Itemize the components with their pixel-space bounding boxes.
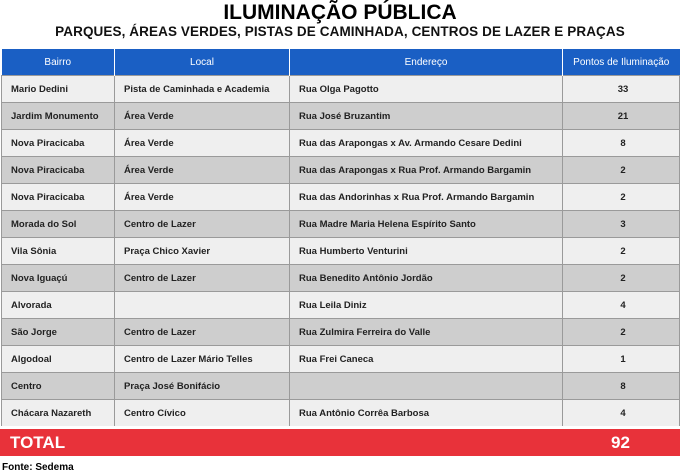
cell-pontos: 33 [563,76,680,103]
cell-bairro: Mario Dedini [2,76,115,103]
cell-bairro: Morada do Sol [2,211,115,238]
cell-endereco: Rua das Arapongas x Rua Prof. Armando Bargamin [290,157,563,184]
page-title: ILUMINAÇÃO PÚBLICA [223,1,457,24]
column-header-endereco: Endereço [290,49,563,76]
cell-local: Área Verde [115,157,290,184]
table-row [2,373,680,400]
cell-local: Centro de Lazer [115,319,290,346]
cell-pontos: 2 [563,238,680,265]
cell-local: Centro de Lazer [115,211,290,238]
cell-bairro: Nova Piracicaba [2,184,115,211]
cell-endereco: Rua Benedito Antônio Jordão [290,265,563,292]
cell-endereco [290,373,563,400]
cell-endereco: Rua Humberto Venturini [290,238,563,265]
table-header-row [2,49,680,76]
column-header-pontos: Pontos de Iluminação [563,49,680,76]
cell-endereco: Rua José Bruzantim [290,103,563,130]
table-row [2,103,680,130]
cell-local: Área Verde [115,184,290,211]
cell-bairro: Vila Sônia [2,238,115,265]
table-row [2,346,680,373]
cell-local: Praça José Bonifácio [115,373,290,400]
column-header-local: Local [115,49,290,76]
cell-bairro: Nova Piracicaba [2,130,115,157]
cell-local: Centro de Lazer [115,265,290,292]
cell-local: Centro de Lazer Mário Telles [115,346,290,373]
cell-bairro: Centro [2,373,115,400]
cell-local: Pista de Caminhada e Academia [115,76,290,103]
cell-pontos: 2 [563,184,680,211]
cell-pontos: 8 [563,130,680,157]
table-row [2,76,680,103]
total-label: TOTAL [10,433,66,452]
cell-pontos: 2 [563,265,680,292]
cell-bairro: Nova Iguaçú [2,265,115,292]
table-row [2,130,680,157]
table-row [2,157,680,184]
cell-pontos: 4 [563,292,680,319]
cell-bairro: Alvorada [2,292,115,319]
cell-pontos: 2 [563,157,680,184]
cell-bairro: Jardim Monumento [2,103,115,130]
cell-endereco: Rua das Arapongas x Av. Armando Cesare Dedini [290,130,563,157]
cell-pontos: 4 [563,400,680,427]
cell-bairro: Chácara Nazareth [2,400,115,427]
cell-endereco: Rua Antônio Corrêa Barbosa [290,400,563,427]
cell-pontos: 1 [563,346,680,373]
cell-pontos: 3 [563,211,680,238]
table-row [2,184,680,211]
cell-endereco: Rua das Andorinhas x Rua Prof. Armando Bargamin [290,184,563,211]
page-subtitle: PARQUES, ÁREAS VERDES, PISTAS DE CAMINHADA, CENTROS DE LAZER E PRAÇAS [55,24,625,39]
cell-pontos: 2 [563,319,680,346]
cell-endereco: Rua Frei Caneca [290,346,563,373]
table-body [2,76,680,427]
source-note: Fonte: Sedema [2,462,74,473]
cell-pontos: 8 [563,373,680,400]
cell-local [115,292,290,319]
table-row [2,265,680,292]
table-row [2,238,680,265]
cell-bairro: São Jorge [2,319,115,346]
total-value: 92 [611,433,630,452]
cell-endereco: Rua Madre Maria Helena Espírito Santo [290,211,563,238]
column-header-bairro: Bairro [2,49,115,76]
cell-endereco: Rua Leila Diniz [290,292,563,319]
cell-local: Área Verde [115,103,290,130]
cell-bairro: Algodoal [2,346,115,373]
cell-pontos: 21 [563,103,680,130]
cell-endereco: Rua Zulmira Ferreira do Valle [290,319,563,346]
cell-bairro: Nova Piracicaba [2,157,115,184]
table-row [2,319,680,346]
cell-endereco: Rua Olga Pagotto [290,76,563,103]
cell-local: Praça Chico Xavier [115,238,290,265]
table-row [2,211,680,238]
lighting-table [1,49,680,426]
table-row [2,292,680,319]
table-row [2,400,680,427]
cell-local: Área Verde [115,130,290,157]
cell-local: Centro Cívico [115,400,290,427]
